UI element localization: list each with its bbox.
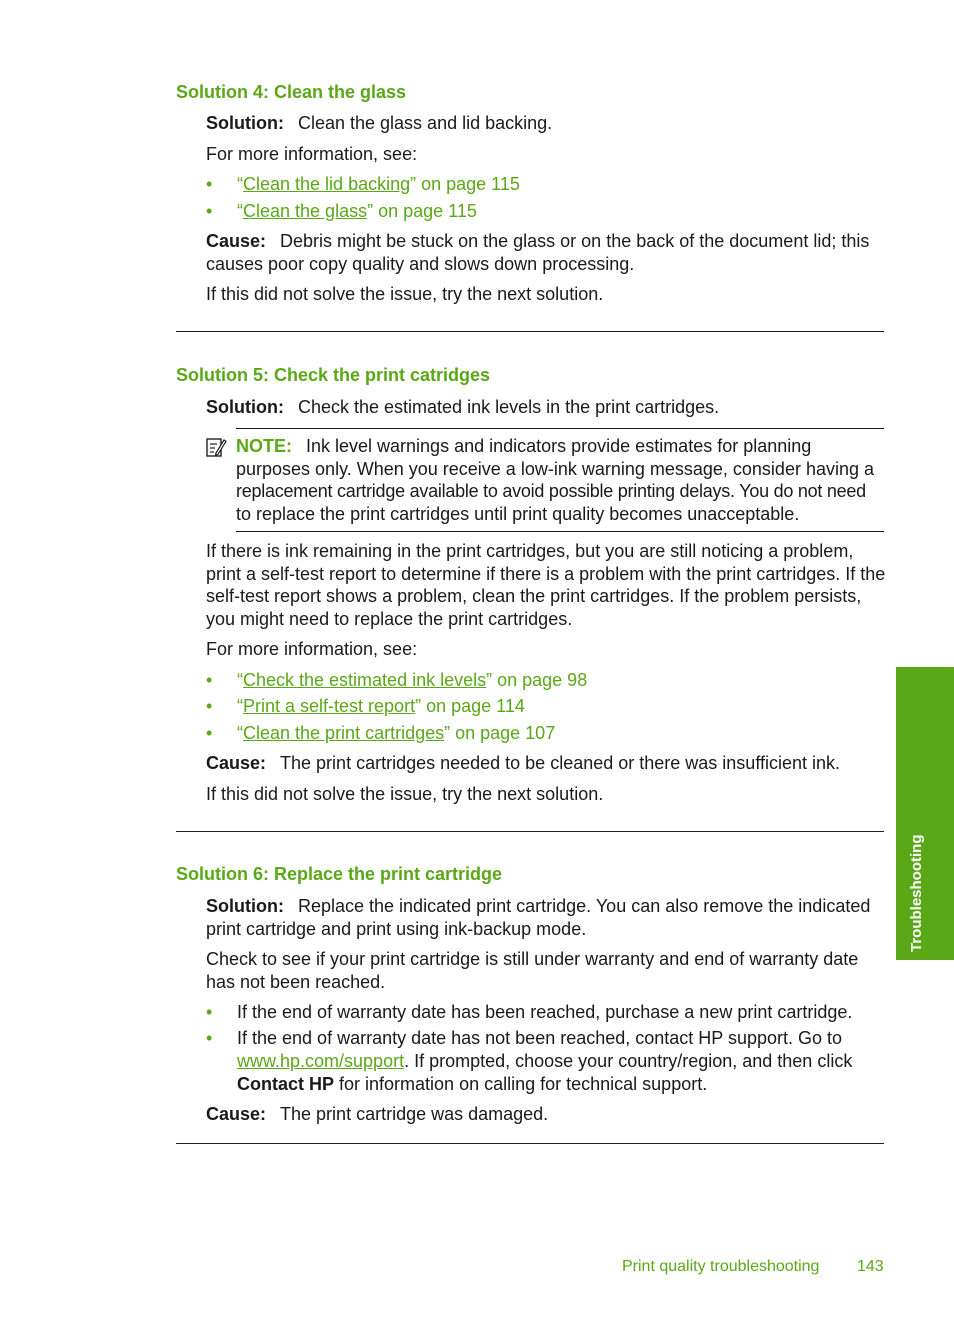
more-info-text: For more information, see: (206, 639, 418, 659)
solution-5-solution (206, 396, 886, 419)
bullet-icon: • (206, 696, 213, 716)
note-bottom-rule (236, 531, 884, 532)
hp-support-link[interactable]: www.hp.com/support (237, 1051, 405, 1071)
next-solution-text: If this did not solve the issue, try the next solution. (206, 784, 604, 804)
footer-section-title: Print quality troubleshooting (622, 1258, 820, 1275)
bullet-icon: • (206, 1002, 213, 1022)
more-info-text: For more information, see: (206, 144, 418, 164)
list-item (206, 669, 587, 692)
page-number: 143 (857, 1258, 884, 1275)
solution-5-heading: Solution 5: Check the print catridges (176, 365, 491, 385)
list-item (206, 173, 520, 196)
cross-reference-link[interactable]: “Clean the glass” on page 115 (237, 201, 477, 221)
section-divider (176, 831, 884, 832)
solution-text: Check the estimated ink levels in the print cartridges. (297, 397, 720, 417)
cause-label: Cause: (206, 1104, 267, 1124)
solution-text: Clean the glass and lid backing. (297, 113, 553, 133)
section-divider (176, 1143, 884, 1144)
solution-label: Solution: (206, 113, 284, 133)
bullet-icon: • (206, 201, 213, 221)
solution-6-cause: Cause: The print cartridge was damaged. (206, 1104, 549, 1124)
solution-label: Solution: (206, 896, 284, 916)
note-label: NOTE: (236, 436, 292, 456)
list-item (206, 695, 525, 718)
list-item (206, 722, 555, 745)
bullet-icon: • (206, 174, 213, 194)
note-top-rule (236, 428, 884, 429)
solution-4-solution (206, 112, 886, 135)
solution-6-solution: Solution: Replace the indicated print cartridge. You can also remove the indicated print cartridge and print using ink-backup mode. (206, 896, 871, 939)
bullet-icon: • (206, 670, 213, 690)
list-item: • If the end of warranty date has not been reached, contact HP support. Go to (206, 1028, 843, 1048)
list-item (206, 200, 477, 223)
bullet-icon: • (206, 723, 213, 743)
troubleshooting-side-tab (896, 667, 954, 960)
cross-reference-link[interactable]: “Clean the lid backing” on page 115 (237, 174, 520, 194)
cause-label: Cause: (206, 231, 267, 251)
contact-hp-text: Contact HP (237, 1073, 335, 1094)
cross-reference-link[interactable]: “Clean the print cartridges” on page 107 (237, 723, 556, 743)
section-divider (176, 331, 884, 332)
next-solution-text: If this did not solve the issue, try the next solution. (206, 284, 604, 304)
solution-5-paragraph: If there is ink remaining in the print cartridges, but you are still noticing a problem, print a self-test report to determine if there is a problem with the print cartridges. If the self-test report shows a problem, clean the print cartridges. If the problem persists, you might need to replace the print cartridges. (206, 541, 886, 629)
warranty-paragraph: Check to see if your print cartridge is still under warranty and end of warranty date has not been reached. (206, 949, 859, 992)
solution-6-heading: Solution 6: Replace the print cartridge (176, 864, 503, 884)
list-item: • If the end of warranty date has been reached, purchase a new print cartridge. (206, 1002, 853, 1022)
solution-4-heading: Solution 4: Clean the glass (176, 82, 407, 102)
note-box: NOTE: Ink level warnings and indicators provide estimates for planning purposes only. When you receive a low-ink warning message, consider having a replacement cartridge available to avoid possible printing delays. You do not need to replace the print cartridges until print quality becomes unacceptable. (236, 436, 874, 524)
note-pencil-icon (205, 436, 227, 458)
list-item-continuation: www.hp.com/support. If prompted, choose your country/region, and then click Contact HP for information on calling for technical support. (237, 1051, 853, 1094)
cause-label: Cause: (206, 753, 267, 773)
side-tab-label: Troubleshooting (908, 834, 925, 952)
cross-reference-link[interactable]: “Check the estimated ink levels” on page 98 (237, 670, 588, 690)
solution-5-cause: Cause: The print cartridges needed to be cleaned or there was insufficient ink. (206, 753, 841, 773)
solution-label: Solution: (206, 397, 284, 417)
cross-reference-link[interactable]: “Print a self-test report” on page 114 (237, 696, 525, 716)
solution-4-cause: Cause: Debris might be stuck on the glass or on the back of the document lid; this causes poor copy quality and slows down processing. (206, 231, 870, 274)
bullet-icon: • (206, 1028, 213, 1048)
